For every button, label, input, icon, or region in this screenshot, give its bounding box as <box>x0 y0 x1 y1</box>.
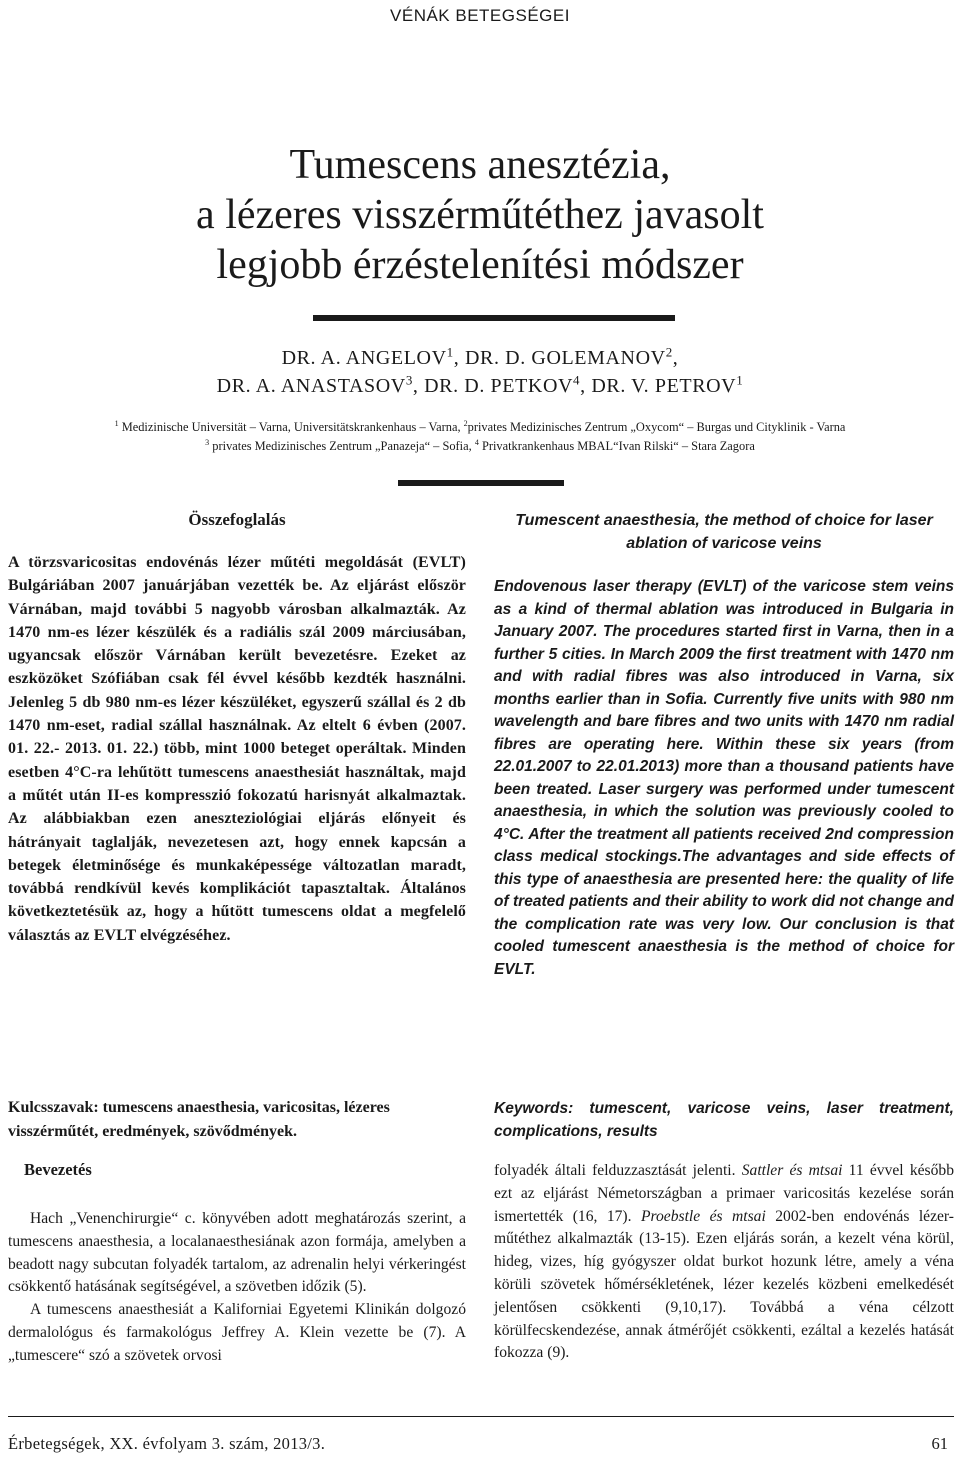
author-affil-ref: 1 <box>446 344 454 360</box>
author-affil-ref: 3 <box>405 372 413 388</box>
author-affil-ref: 2 <box>665 344 673 360</box>
intro-body-right <box>494 1160 954 1365</box>
running-head: VÉNÁK BETEGSÉGEI <box>390 6 570 25</box>
author-line-1: DR. A. ANGELOV$^1$, DR. D. GOLEMANOV$^2$, <box>281 344 679 369</box>
author-line-2: DR. A. ANASTASOV$^3$, DR. D. PETKOV$^4$, DR. V. PETROV$^1$ <box>216 372 744 397</box>
author-name: DR. A. ANGELOV <box>281 347 447 369</box>
page-number: 61 <box>931 1434 948 1453</box>
author-affil-ref: 4 <box>573 372 581 388</box>
intro-body-left <box>8 1208 466 1368</box>
abstract-title-en: Tumescent anaesthesia, the method of choice for laser ablation of varicose veins <box>515 512 933 552</box>
abstract-heading-hu: Összefoglalás <box>188 510 286 529</box>
abstract-text-en: Endovenous laser therapy (EVLT) of the varicose stem veins as a kind of thermal ablation was introduced in Bulgaria in January 2007. The procedures started first in Varna, then in a further 5 cities. In March 2009 the first treatment with 1470 nm and with radial fibres was also introduced in Varna, six months earlier than in Sofia. Currently five units with 980 nm wavelength and bare fibres and two units with 1470 nm radial fibres are operating here. Within these six years (from 22.01.2007 to 22.01.2013) more than a thousand patients have been treated. Laser surgery was performed under tumescent anaesthesia, in which the solution was previously cooled to 4°C. After the treatment all patients received 2nd compression class medical stockings.The advantages and side effects of this type of anaesthesia are presented here: the quality of life of treated patients and their ability to work did not change and the complication rate was very low. Our conclusion is that cooled tumescent anaesthesia is the method of choice for EVLT. <box>494 578 954 978</box>
keywords-hu: Kulcsszavak: tumescens anaesthesia, varicositas, lézeres visszérműtét, eredmények, szövődmények. <box>8 1099 390 1140</box>
abstract-text-hu: A törzsvaricositas endovénás lézer műtéti megoldását (EVLT) Bulgáriában 2007 januárjában vezették be. Az eljárást először Várnában, majd további 5 nagyobb városban alkalmazták. Az 1470 nm-es lézer készülék és a radiális szál 2009 márciusában, ugyancsak először Várnában került bevezetésre. Ezeket az eszközöket Szófiában csak fél évvel később kezdték használni. Jelenleg 5 db 980 nm-es lézer készüléket, egyszerű szállal és 2 db 1470 nm-eset, radial szállal használnak. Az eltelt 6 évben (2007. 01. 22.- 2013. 01. 22.) több, mint 1000 beteget operáltak. Minden esetben 4°C-ra lehűtött tumescens anaesthesiát használtak, majd a műtét után II-es kompresszió fokozatú harisnyát alkalmaztak. Az alábbiakban ezen aneszteziológiai eljárás előnyeit és hátrányait taglalják, nevezetesen azt, hogy ennek kapcsán a betegek életminősége és munkaképessége változatlan maradt, továbbá rendkívül kevés komplikációt tapasztaltak. Általános következtetésük az, hogy a hűtött tumescens oldat a megfelelő választás az EVLT elvégzéséhez. <box>8 554 466 944</box>
affiliation-divider <box>398 480 564 486</box>
article-title <box>100 140 860 290</box>
intro-paragraph: folyadék általi felduzzasztását jelenti. Sattler és mtsai 11 évvel később ezt az eljárást Németországban a primaer varicositás kezelése során ismertették (16, 17). Proebstle és mtsai 2002-ben endovénás lézer-műtéthez alkalmazták (13-15). Ezen eljárás során, a kezelt véna körül, hideg, vizes, híg gyógyszer oldat burkot hozunk létre, amely a véna körüli szövetek hőmérsékletének, lézer kezelés közbeni emelkedését jelentősen csökkenti (9,10,17). Továbbá a véna célzott körülfecskendezése, annak átmérőjét csökkenti, ezáltal a kezelés hatását fokozza (9). <box>494 1162 955 1362</box>
author-list <box>60 344 900 400</box>
title-divider <box>313 315 675 321</box>
author-name: DR. A. ANASTASOV <box>216 375 406 397</box>
keywords-en: Keywords: tumescent, varicose veins, laser treatment, complications, results <box>494 1100 954 1140</box>
author-affil-ref: 1 <box>736 372 744 388</box>
affiliation-line-1: $^1$ Medizinische Universität – Varna, Universitätskrankenhaus – Varna, $^2$privates Medizinisches Zentrum „Oxycom“ – Burgas und Cityklinik - Varna <box>114 418 846 434</box>
footer-divider <box>8 1416 954 1417</box>
title-line-2: a lézeres visszérműtéthez javasolt <box>196 192 764 238</box>
journal-citation: Érbetegségek, XX. évfolyam 3. szám, 2013/3. <box>8 1434 326 1453</box>
intro-paragraph: Hach „Venenchirurgie“ c. könyvében adott meghatározás szerint, a tumescens anaesthesia, a localanaesthesiának azon formája, amelyben a beadott nagy subcutan folyadék tartalom, az adrenalin helyi vérkeringést csökkentő hatásának segítségével, a szövetben időzik (5). <box>8 1210 466 1296</box>
affiliation-line-2: $^3$ privates Medizinisches Zentrum „Panazeja“ – Sofia, $^4$ Privatkrankenhaus MBAL“Ivan Rilski“ – Stara Zagora <box>205 437 755 453</box>
author-name: DR. D. GOLEMANOV <box>464 347 666 369</box>
author-name: DR. V. PETROV <box>591 375 737 397</box>
section-heading-intro: Bevezetés <box>24 1160 92 1179</box>
author-name: DR. D. PETKOV <box>424 375 574 397</box>
affiliations <box>20 418 940 456</box>
title-line-1: Tumescens anesztézia, <box>289 142 671 188</box>
intro-paragraph: A tumescens anaesthesiát a Kaliforniai Egyetemi Klinikán dolgozó dermalológus és farmakológus Jeffrey A. Klein vezette be (7). A „tumescere“ szó a szövetek orvosi <box>8 1301 466 1364</box>
title-line-3: legjobb érzéstelenítési módszer <box>216 242 744 288</box>
